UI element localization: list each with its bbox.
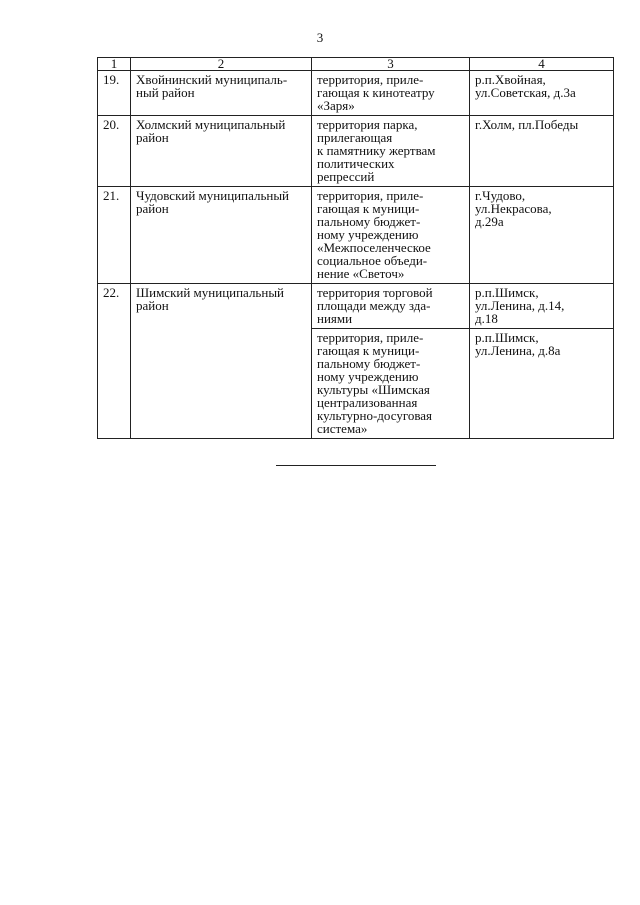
table-row bbox=[98, 116, 614, 187]
row-number: 21. bbox=[98, 187, 131, 284]
page-number: 3 bbox=[316, 30, 324, 45]
district-name: Чудовский муниципальный район bbox=[131, 187, 312, 284]
column-header-2: 2 bbox=[131, 58, 312, 71]
place-description: территория, приле- гающая к муници- пальному бюджет- ному учреждению «Межпоселенческое социальное объеди- нение «Светоч» bbox=[312, 187, 470, 284]
place-address: р.п.Хвойная, ул.Советская, д.3а bbox=[470, 71, 614, 116]
column-header-4: 4 bbox=[470, 58, 614, 71]
place-address: р.п.Шимск, ул.Ленина, д.8а bbox=[470, 329, 614, 439]
closing-rule bbox=[276, 465, 436, 466]
header-row bbox=[98, 58, 614, 71]
column-header-1: 1 bbox=[98, 58, 131, 71]
row-number: 20. bbox=[98, 116, 131, 187]
column-header-3: 3 bbox=[312, 58, 470, 71]
table-row bbox=[98, 71, 614, 116]
place-description: территория парка, прилегающая к памятнику жертвам политических репрессий bbox=[312, 116, 470, 187]
district-name: Холмский муниципальный район bbox=[131, 116, 312, 187]
place-address: г.Холм, пл.Победы bbox=[470, 116, 614, 187]
row-number: 19. bbox=[98, 71, 131, 116]
district-name: Хвойнинский муниципаль- ный район bbox=[131, 71, 312, 116]
locations-table bbox=[97, 57, 614, 439]
table-row bbox=[98, 284, 614, 329]
place-description: территория торговой площади между зда- ниями bbox=[312, 284, 470, 329]
place-address: р.п.Шимск, ул.Ленина, д.14, д.18 bbox=[470, 284, 614, 329]
place-address: г.Чудово, ул.Некрасова, д.29а bbox=[470, 187, 614, 284]
table-row bbox=[98, 187, 614, 284]
place-description: территория, приле- гающая к кинотеатру «Заря» bbox=[312, 71, 470, 116]
row-number: 22. bbox=[98, 284, 131, 439]
place-description: территория, приле- гающая к муници- пальному бюджет- ному учреждению культуры «Шимская централизованная культурно-досуговая система» bbox=[312, 329, 470, 439]
district-name: Шимский муниципальный район bbox=[131, 284, 312, 439]
